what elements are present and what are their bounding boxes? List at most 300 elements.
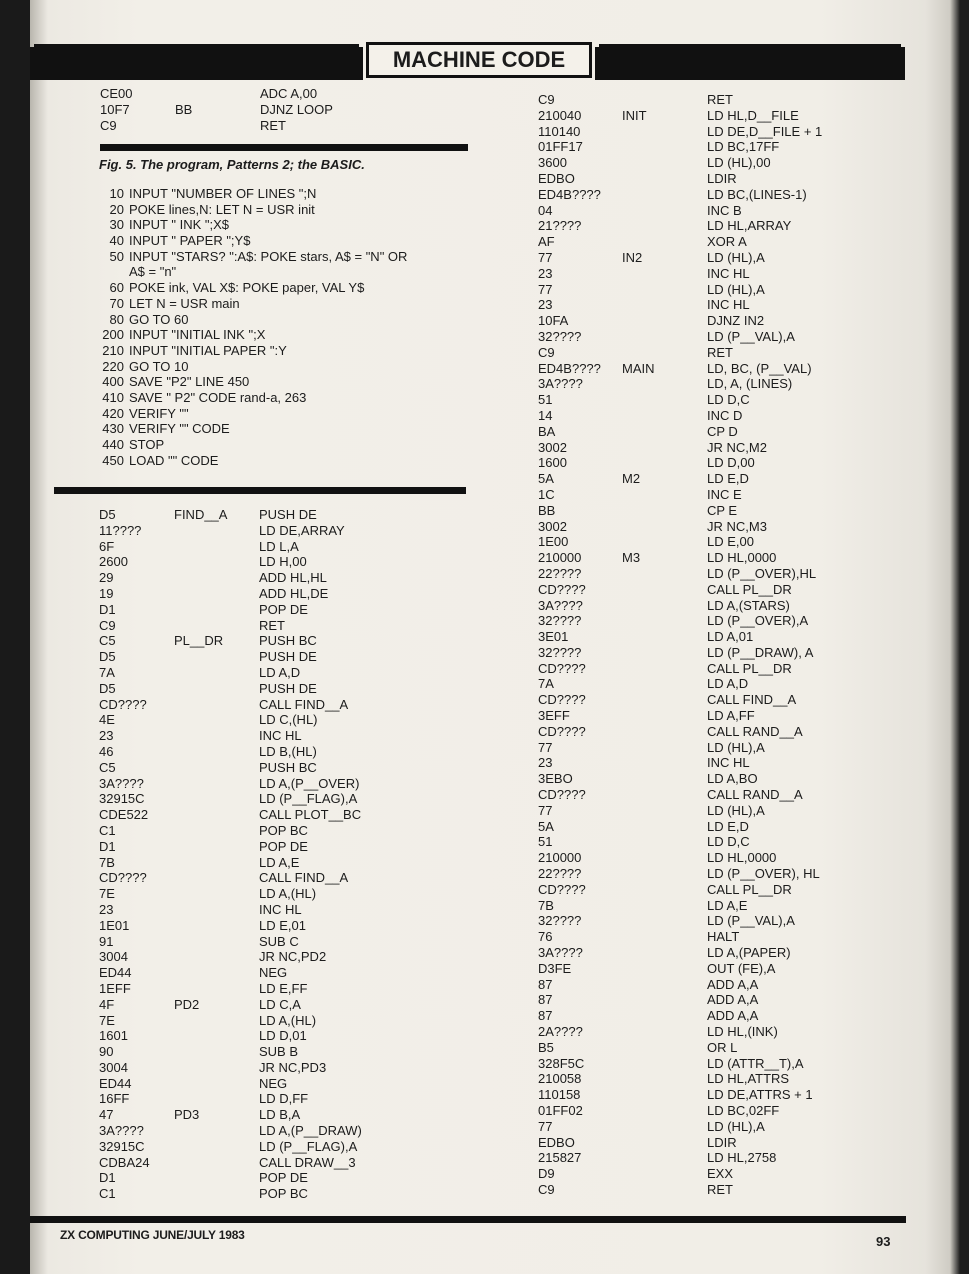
assembly-instruction: POP BC xyxy=(259,1186,308,1202)
divider-rule-left xyxy=(54,487,466,494)
hex-opcode: D5 xyxy=(99,680,116,696)
assembly-instruction: CALL PL__DR xyxy=(707,581,792,597)
hex-opcode: 01FF02 xyxy=(538,1103,583,1118)
hex-opcode: 32???? xyxy=(538,644,582,660)
code-line xyxy=(538,471,908,487)
figure-caption: Fig. 5. The program, Patterns 2; the BASIC. xyxy=(99,157,365,172)
assembly-instruction: LDIR xyxy=(707,1134,737,1150)
hex-opcode: 1600 xyxy=(538,455,567,471)
hex-opcode: 14 xyxy=(538,407,553,423)
code-line xyxy=(538,1182,908,1198)
assembly-instruction: LD BC,02FF xyxy=(707,1103,780,1118)
hex-opcode: C9 xyxy=(100,117,117,133)
hex-opcode: 110158 xyxy=(538,1087,581,1103)
hex-opcode: 1E00 xyxy=(538,534,569,550)
page-number: 93 xyxy=(876,1234,891,1249)
assembly-instruction: CALL RAND__A xyxy=(707,787,803,803)
basic-statement: GO TO 10 xyxy=(129,358,189,374)
hex-opcode: B5 xyxy=(538,1039,554,1055)
hex-opcode: AF xyxy=(538,234,555,250)
hex-opcode: 77 xyxy=(538,802,553,818)
line-number: 440 xyxy=(102,437,124,452)
code-line xyxy=(99,507,469,523)
hex-opcode: 77 xyxy=(538,739,553,755)
hex-opcode: 328F5C xyxy=(538,1055,585,1071)
line-number: 430 xyxy=(102,421,124,437)
assembly-instruction: LD HL,ARRAY xyxy=(707,218,792,234)
code-line xyxy=(538,187,908,203)
code-line xyxy=(538,676,908,692)
hex-opcode: 210040 xyxy=(538,107,582,123)
code-line xyxy=(538,1040,908,1056)
assembly-instruction: NEG xyxy=(259,1075,288,1091)
code-line xyxy=(99,1028,469,1044)
line-number: 20 xyxy=(109,201,124,217)
code-line xyxy=(99,965,469,981)
hex-opcode: 46 xyxy=(99,743,114,759)
assembly-instruction: LD (ATTR__T),A xyxy=(707,1055,804,1071)
hex-opcode: 7E xyxy=(99,1012,115,1028)
line-number: 400 xyxy=(102,374,124,390)
hex-opcode: BA xyxy=(538,423,556,439)
code-line xyxy=(538,124,908,140)
assembly-instruction: JR NC,PD3 xyxy=(259,1059,327,1075)
code-line xyxy=(99,886,469,902)
code-line xyxy=(538,882,908,898)
code-line xyxy=(538,1024,908,1040)
code-line xyxy=(538,977,908,993)
assembly-instruction: RET xyxy=(707,344,733,360)
code-line xyxy=(538,1103,908,1119)
code-label: M2 xyxy=(622,471,641,487)
hex-opcode: C9 xyxy=(538,92,555,107)
assembly-instruction: LD (HL),A xyxy=(707,281,765,297)
hex-opcode: D3FE xyxy=(538,960,572,976)
basic-statement: INPUT "INITIAL INK ";X xyxy=(129,327,266,343)
hex-opcode: 3A???? xyxy=(538,376,583,392)
basic-statement: VERIFY "" xyxy=(129,405,189,421)
hex-opcode: 22???? xyxy=(538,565,582,581)
assembly-instruction: INC HL xyxy=(259,901,302,917)
code-line xyxy=(538,1087,908,1103)
hex-opcode: D1 xyxy=(99,601,116,617)
hex-opcode: 16FF xyxy=(99,1091,130,1107)
code-line xyxy=(538,629,908,645)
hex-opcode: CDE522 xyxy=(99,807,149,823)
code-line xyxy=(538,361,908,377)
assembly-instruction: LD E,FF xyxy=(259,980,308,996)
hex-opcode: CD???? xyxy=(99,870,147,886)
code-line xyxy=(99,618,469,634)
assembly-instruction: PUSH BC xyxy=(259,633,317,649)
code-line xyxy=(538,455,908,471)
basic-statement: INPUT "INITIAL PAPER ":Y xyxy=(129,342,287,358)
assembly-instruction: LD C,A xyxy=(259,996,301,1012)
code-line xyxy=(99,997,469,1013)
code-line xyxy=(538,519,908,535)
code-line xyxy=(538,645,908,661)
code-line xyxy=(99,728,469,744)
assembly-instruction: CALL RAND__A xyxy=(707,723,803,739)
assembly-instruction: LD H,00 xyxy=(259,554,307,570)
line-number: 410 xyxy=(102,389,124,405)
code-line xyxy=(538,661,908,677)
code-line xyxy=(99,1186,469,1202)
hex-opcode: 76 xyxy=(538,929,553,945)
code-line xyxy=(99,1044,469,1060)
code-line xyxy=(538,803,908,819)
assembly-instruction: LD A,D xyxy=(707,676,749,692)
code-line xyxy=(538,692,908,708)
code-line xyxy=(538,866,908,882)
assembly-instruction: LD A,(HL) xyxy=(259,1012,317,1028)
code-line xyxy=(538,1008,908,1024)
hex-opcode: 11???? xyxy=(99,522,142,538)
assembly-instruction: LD B,(HL) xyxy=(259,743,317,759)
hex-opcode: 77 xyxy=(538,281,553,297)
hex-opcode: 87 xyxy=(538,1008,553,1024)
code-line xyxy=(538,613,908,629)
code-line xyxy=(538,708,908,724)
code-line xyxy=(99,870,469,886)
assembly-instruction: LD A,E xyxy=(259,854,300,870)
assembly-instruction: LD A,(P__OVER) xyxy=(259,775,360,791)
code-label: INIT xyxy=(622,107,647,123)
hex-opcode: 3EFF xyxy=(538,708,570,724)
code-label: PD2 xyxy=(174,996,200,1012)
assembly-instruction: CP E xyxy=(707,502,738,518)
hex-opcode: CD???? xyxy=(538,692,586,708)
assembly-instruction: ADC A,00 xyxy=(260,86,318,101)
assembly-instruction: INC HL xyxy=(259,728,302,744)
basic-statement: INPUT " PAPER ";Y$ xyxy=(129,233,251,249)
hex-opcode: D1 xyxy=(99,1170,116,1186)
hex-opcode: D5 xyxy=(99,507,116,522)
assembly-instruction: LD (P__FLAG),A xyxy=(259,1138,358,1154)
code-line xyxy=(538,1166,908,1182)
code-line xyxy=(538,850,908,866)
hex-opcode: 7A xyxy=(99,664,115,680)
code-line xyxy=(538,234,908,250)
line-number: 220 xyxy=(102,358,124,374)
code-line xyxy=(99,902,469,918)
assembly-instruction: RET xyxy=(260,117,286,133)
hex-opcode: C5 xyxy=(99,759,116,775)
assembly-instruction: LD DE,D__FILE + 1 xyxy=(707,123,823,139)
code-line xyxy=(99,1155,469,1171)
hex-opcode: 87 xyxy=(538,976,553,992)
code-line xyxy=(99,633,469,649)
code-line xyxy=(538,250,908,266)
code-line xyxy=(538,203,908,219)
hex-opcode: CD???? xyxy=(538,723,586,739)
hex-opcode: 210000 xyxy=(538,550,582,566)
line-number: 450 xyxy=(102,452,124,468)
assembly-instruction: LD A,(HL) xyxy=(259,886,317,902)
assembly-instruction: POP DE xyxy=(259,838,308,854)
assembly-instruction: LD D,00 xyxy=(707,455,755,471)
assembly-instruction: LD HL,D__FILE xyxy=(707,107,799,123)
hex-opcode: 7A xyxy=(538,676,554,692)
line-number: 420 xyxy=(102,405,124,421)
hex-opcode: 90 xyxy=(99,1044,114,1060)
assembly-instruction: HALT xyxy=(707,929,740,945)
basic-statement: INPUT "NUMBER OF LINES ";N xyxy=(129,186,317,201)
assembly-instruction: EXX xyxy=(707,1166,734,1182)
section-title: MACHINE CODE xyxy=(366,42,592,78)
assembly-instruction: RET xyxy=(707,92,733,107)
hex-opcode: 32???? xyxy=(538,613,582,629)
assembly-instruction: LD HL,2758 xyxy=(707,1150,777,1166)
assembly-instruction: CALL FIND__A xyxy=(707,692,797,708)
assembly-instruction: LD HL,0000 xyxy=(707,850,777,866)
code-label: MAIN xyxy=(622,360,655,376)
basic-statement: LET N = USR main xyxy=(129,295,240,311)
basic-statement: A$ = "n" xyxy=(129,264,177,280)
hex-opcode: C9 xyxy=(99,617,116,633)
assembly-instruction: LD (HL),A xyxy=(707,249,765,265)
assembly-instruction: LD HL,ATTRS xyxy=(707,1071,790,1087)
code-line xyxy=(538,787,908,803)
hex-opcode: 21???? xyxy=(538,218,582,234)
hex-opcode: 3EBO xyxy=(538,771,573,787)
code-line xyxy=(538,139,908,155)
code-line xyxy=(538,376,908,392)
code-line xyxy=(538,1071,908,1087)
assembly-instruction: JR NC,PD2 xyxy=(259,949,327,965)
hex-opcode: 32915C xyxy=(99,1138,145,1154)
header-bar-right xyxy=(595,47,905,80)
hex-opcode: 32???? xyxy=(538,913,582,929)
basic-statement: INPUT " INK ";X$ xyxy=(129,217,230,233)
hex-opcode: 5A xyxy=(538,471,554,487)
hex-opcode: 210000 xyxy=(538,850,582,866)
top-left-code-listing xyxy=(100,86,460,133)
hex-opcode: BB xyxy=(538,502,556,518)
code-line xyxy=(99,776,469,792)
hex-opcode: 77 xyxy=(538,249,553,265)
code-line xyxy=(538,266,908,282)
hex-opcode: CD???? xyxy=(538,787,586,803)
hex-opcode: 29 xyxy=(99,570,114,586)
code-line xyxy=(99,681,469,697)
hex-opcode: 10F7 xyxy=(100,101,130,117)
hex-opcode: ED4B???? xyxy=(538,186,601,202)
basic-statement: POKE lines,N: LET N = USR init xyxy=(129,201,315,217)
assembly-instruction: INC HL xyxy=(707,265,750,281)
code-line xyxy=(538,945,908,961)
hex-opcode: ED44 xyxy=(99,965,132,981)
assembly-instruction: LD (HL),A xyxy=(707,739,765,755)
code-line xyxy=(99,554,469,570)
code-line xyxy=(99,791,469,807)
assembly-instruction: LD L,A xyxy=(259,538,299,554)
hex-opcode: 5A xyxy=(538,818,554,834)
code-line xyxy=(99,949,469,965)
assembly-instruction: RET xyxy=(707,1181,733,1197)
assembly-instruction: LD (P__OVER),A xyxy=(707,613,809,629)
code-line xyxy=(99,1123,469,1139)
assembly-instruction: POP DE xyxy=(259,601,308,617)
hex-opcode: CD???? xyxy=(538,660,586,676)
hex-opcode: CD???? xyxy=(99,696,147,712)
hex-opcode: 215827 xyxy=(538,1150,582,1166)
hex-opcode: CD???? xyxy=(538,881,586,897)
code-line xyxy=(538,329,908,345)
code-line xyxy=(538,1150,908,1166)
code-line xyxy=(538,218,908,234)
code-line xyxy=(538,313,908,329)
hex-opcode: 3004 xyxy=(99,1059,128,1075)
code-line xyxy=(99,1060,469,1076)
code-line xyxy=(538,392,908,408)
code-line xyxy=(99,823,469,839)
hex-opcode: 7B xyxy=(99,854,115,870)
hex-opcode: C1 xyxy=(99,1186,116,1202)
assembly-instruction: PUSH DE xyxy=(259,649,317,665)
hex-opcode: 7E xyxy=(99,886,115,902)
assembly-instruction: SUB C xyxy=(259,933,299,949)
hex-opcode: CE00 xyxy=(100,86,133,101)
assembly-instruction: LD A,(P__DRAW) xyxy=(259,1123,362,1139)
line-number: 60 xyxy=(109,280,124,296)
basic-statement: INPUT "STARS? ":A$: POKE stars, A$ = "N" OR xyxy=(129,248,408,264)
assembly-instruction: LD DE,ARRAY xyxy=(259,522,345,538)
code-line xyxy=(538,440,908,456)
assembly-instruction: ADD A,A xyxy=(707,992,759,1008)
hex-opcode: 32???? xyxy=(538,328,582,344)
code-line xyxy=(538,582,908,598)
assembly-instruction: XOR A xyxy=(707,234,747,250)
assembly-instruction: LD A,(STARS) xyxy=(707,597,790,613)
code-line xyxy=(538,992,908,1008)
assembly-instruction: LD (P__VAL),A xyxy=(707,328,795,344)
assembly-instruction: CALL FIND__A xyxy=(259,696,349,712)
assembly-instruction: SUB B xyxy=(259,1044,299,1060)
code-line xyxy=(99,665,469,681)
hex-opcode: 32915C xyxy=(99,791,145,807)
code-label: PL__DR xyxy=(174,633,224,649)
assembly-instruction: ADD A,A xyxy=(707,976,759,992)
hex-opcode: 1C xyxy=(538,486,555,502)
code-line xyxy=(538,771,908,787)
hex-opcode: EDBO xyxy=(538,1134,575,1150)
code-line xyxy=(99,1013,469,1029)
code-line xyxy=(99,934,469,950)
assembly-instruction: LDIR xyxy=(707,170,737,186)
hex-opcode: 47 xyxy=(99,1107,114,1123)
assembly-instruction: LD D,C xyxy=(707,392,750,408)
hex-opcode: 04 xyxy=(538,202,553,218)
hex-opcode: 1601 xyxy=(99,1028,128,1044)
hex-opcode: 4F xyxy=(99,996,115,1012)
assembly-instruction: LD (P__DRAW), A xyxy=(707,644,814,660)
assembly-instruction: LD E,D xyxy=(707,471,749,487)
assembly-instruction: DJNZ LOOP xyxy=(260,101,333,117)
code-line xyxy=(99,744,469,760)
assembly-instruction: OUT (FE),A xyxy=(707,960,776,976)
assembly-instruction: CP D xyxy=(707,423,738,439)
code-line xyxy=(99,1076,469,1092)
hex-opcode: 22???? xyxy=(538,866,582,882)
header-bar-left xyxy=(30,47,363,80)
assembly-instruction: LD C,(HL) xyxy=(259,712,318,728)
basic-statement: POKE ink, VAL X$: POKE paper, VAL Y$ xyxy=(129,280,365,296)
line-number: 70 xyxy=(109,295,124,311)
line-number: 50 xyxy=(109,248,124,264)
assembly-instruction: LD D,FF xyxy=(259,1091,309,1107)
code-line xyxy=(99,712,469,728)
hex-opcode: 87 xyxy=(538,992,553,1008)
code-line xyxy=(99,602,469,618)
code-line xyxy=(99,807,469,823)
assembly-instruction: INC HL xyxy=(707,297,750,313)
hex-opcode: EDBO xyxy=(538,170,575,186)
assembly-instruction: LD, BC, (P__VAL) xyxy=(707,360,812,376)
code-line xyxy=(99,586,469,602)
hex-opcode: 3600 xyxy=(538,155,567,171)
code-line xyxy=(99,918,469,934)
assembly-instruction: LD (P__VAL),A xyxy=(707,913,795,929)
hex-opcode: ED4B???? xyxy=(538,360,601,376)
hex-opcode: 3002 xyxy=(538,439,567,455)
assembly-instruction: NEG xyxy=(259,965,288,981)
code-line xyxy=(538,834,908,850)
hex-opcode: 4E xyxy=(99,712,115,728)
hex-opcode: 1EFF xyxy=(99,980,131,996)
assembly-instruction: CALL PL__DR xyxy=(707,660,792,676)
hex-opcode: 7B xyxy=(538,897,554,913)
code-line xyxy=(99,981,469,997)
hex-opcode: 3004 xyxy=(99,949,128,965)
code-label: PD3 xyxy=(174,1107,200,1123)
hex-opcode: 23 xyxy=(538,265,553,281)
code-line xyxy=(538,929,908,945)
line-number: 210 xyxy=(102,342,124,358)
hex-opcode: 110140 xyxy=(538,123,581,139)
hex-opcode: D9 xyxy=(538,1166,555,1182)
hex-opcode: 3A???? xyxy=(99,775,144,791)
divider-rule-top-left xyxy=(100,144,468,151)
hex-opcode: 23 xyxy=(99,901,114,917)
code-label: FIND__A xyxy=(174,507,228,522)
code-line xyxy=(538,534,908,550)
hex-opcode: 51 xyxy=(538,834,553,850)
basic-statement: SAVE "P2" LINE 450 xyxy=(129,374,250,390)
line-number: 30 xyxy=(109,217,124,233)
line-number: 40 xyxy=(109,233,124,249)
code-line xyxy=(99,760,469,776)
basic-statement: GO TO 60 xyxy=(129,311,189,327)
hex-opcode: C9 xyxy=(538,344,555,360)
code-line xyxy=(538,819,908,835)
code-line xyxy=(100,102,460,118)
assembly-instruction: LD (HL),00 xyxy=(707,155,771,171)
assembly-instruction: INC B xyxy=(707,202,742,218)
assembly-instruction: ADD A,A xyxy=(707,1008,759,1024)
assembly-instruction: LD HL,0000 xyxy=(707,550,777,566)
code-label: BB xyxy=(175,101,193,117)
hex-opcode: 3002 xyxy=(538,518,567,534)
hex-opcode: 23 xyxy=(538,755,553,771)
assembly-instruction: PUSH DE xyxy=(259,680,317,696)
assembly-instruction: LD DE,ATTRS + 1 xyxy=(707,1087,813,1103)
assembly-instruction: JR NC,M2 xyxy=(707,439,767,455)
assembly-instruction: LD D,01 xyxy=(259,1028,307,1044)
assembly-instruction: CALL FIND__A xyxy=(259,870,349,886)
code-line xyxy=(99,1170,469,1186)
assembly-instruction: LD A,E xyxy=(707,897,748,913)
